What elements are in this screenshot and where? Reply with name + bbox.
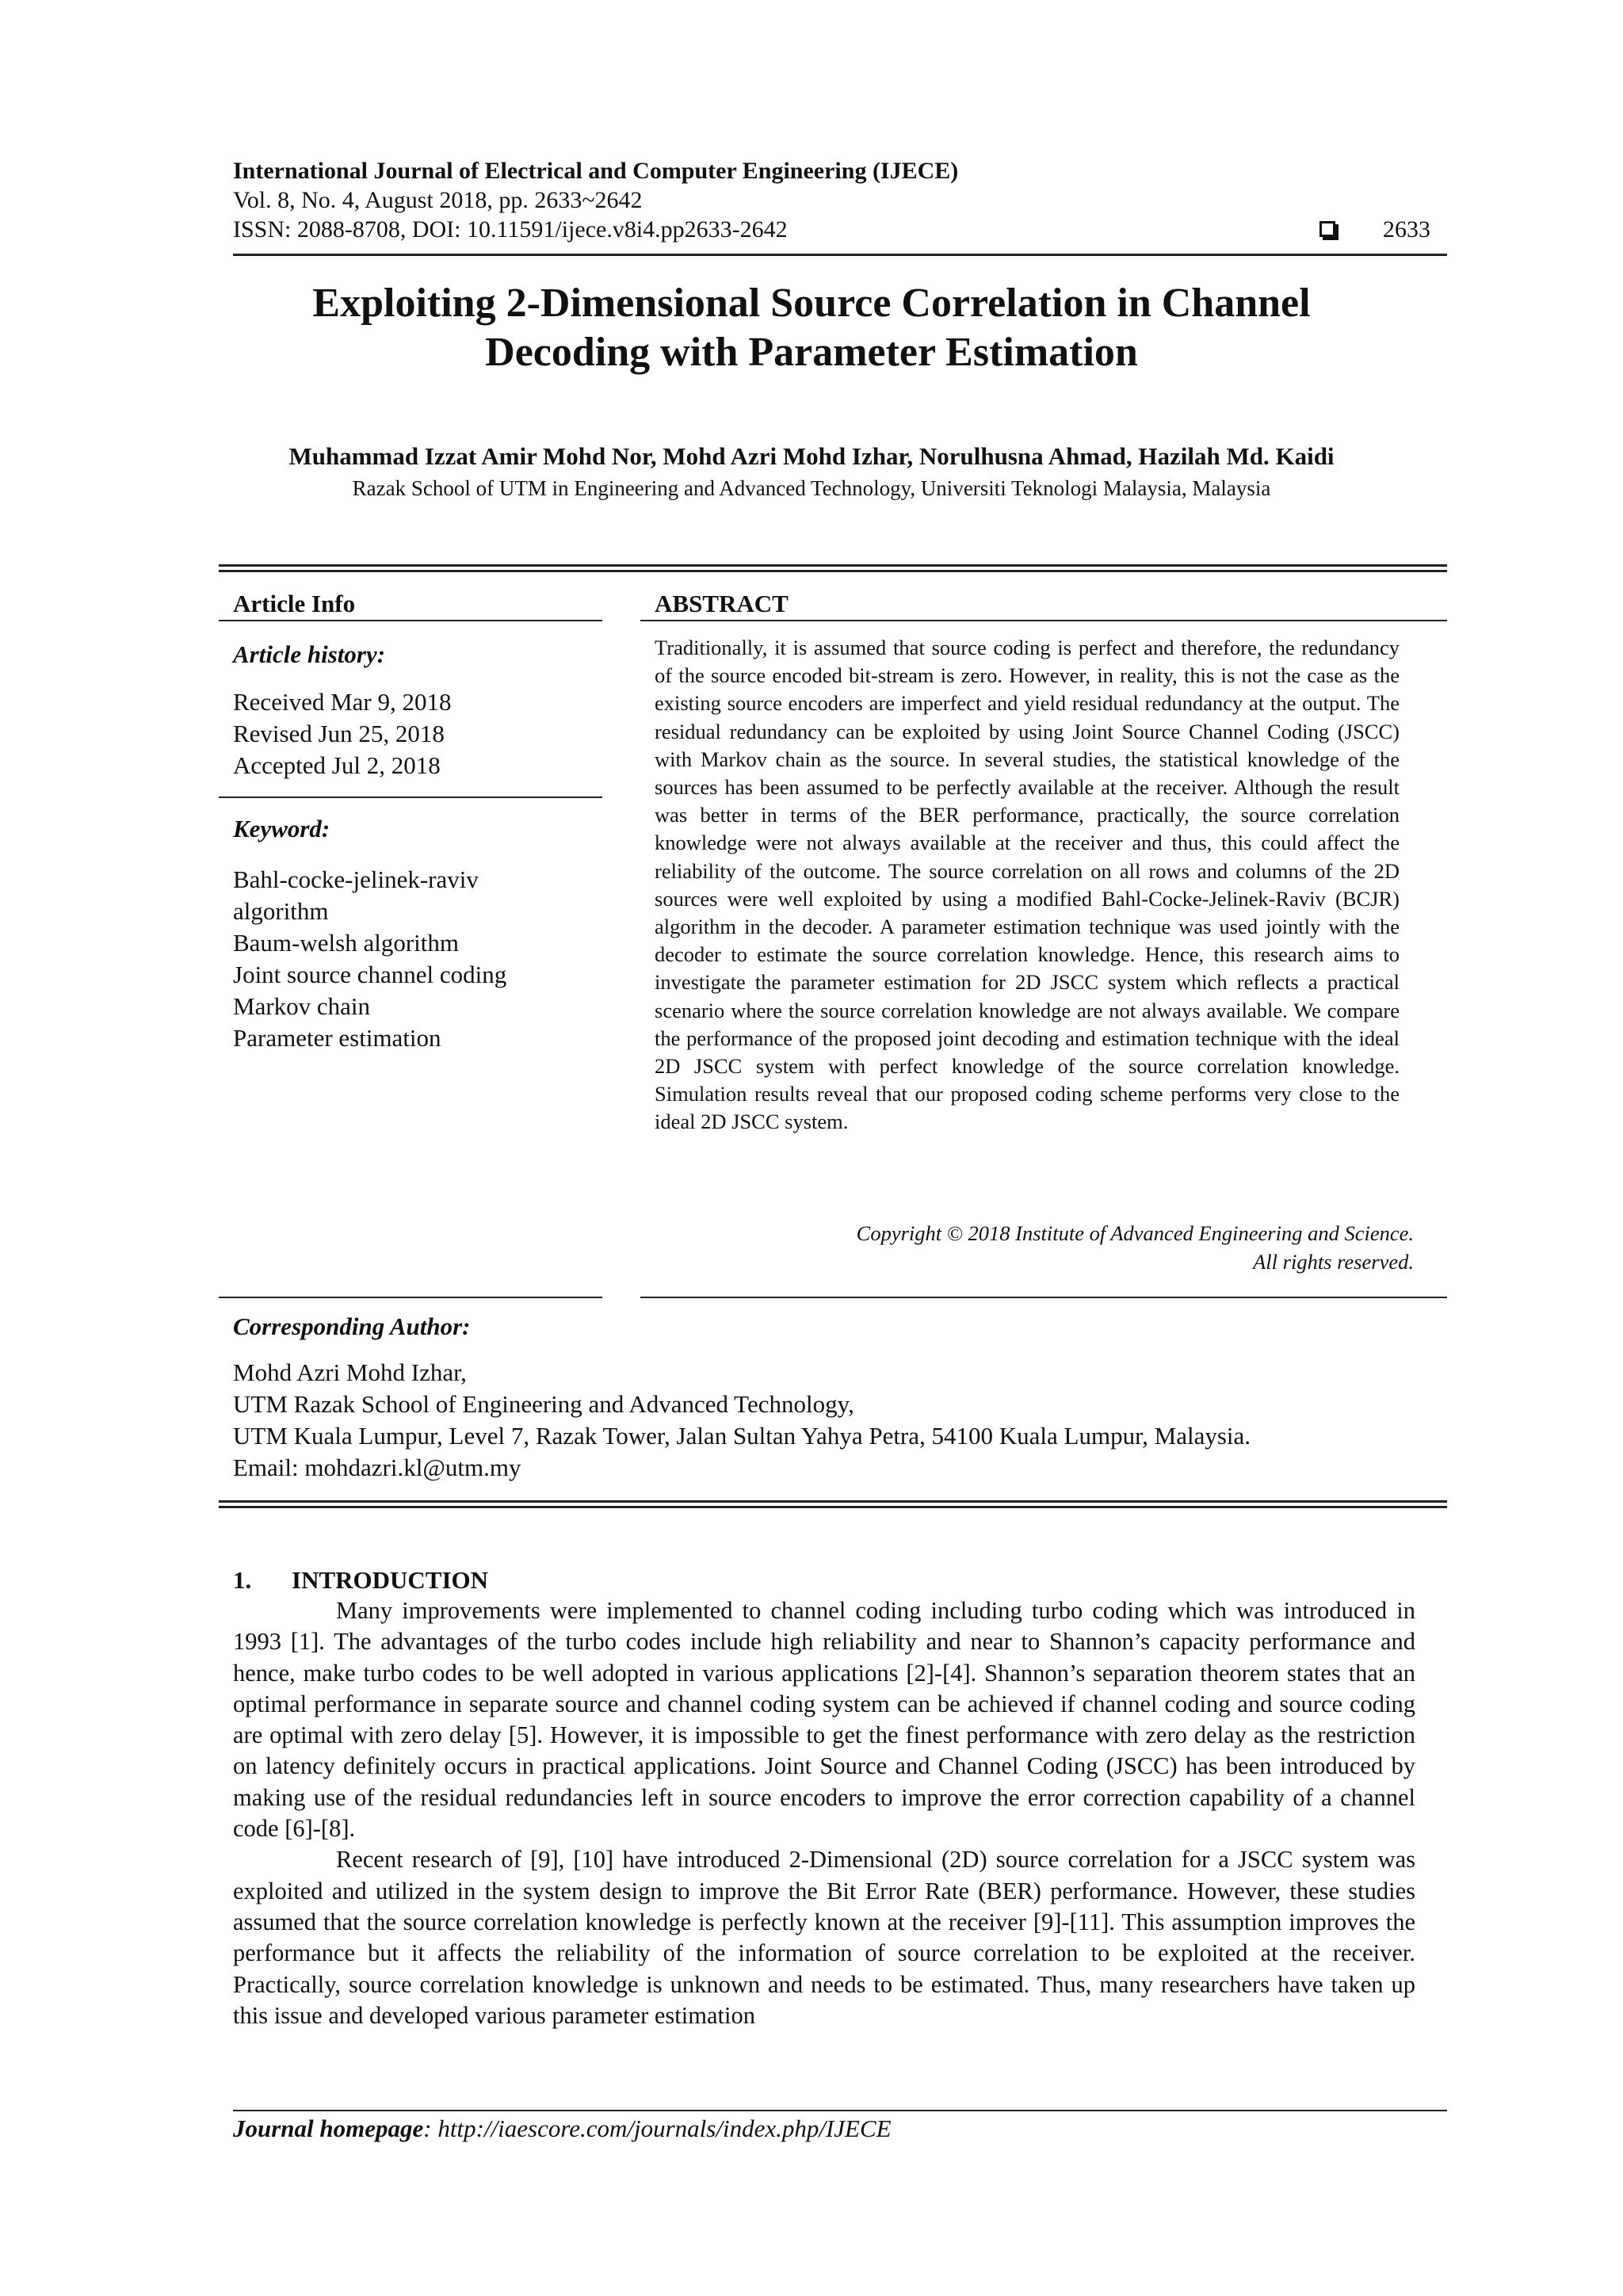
- accepted-date: Accepted Jul 2, 2018: [233, 751, 441, 779]
- received-date: Received Mar 9, 2018: [233, 688, 452, 716]
- introduction-number: 1.: [233, 1566, 252, 1594]
- revised-date: Revised Jun 25, 2018: [233, 720, 445, 747]
- info-top-rule-2: [219, 570, 1447, 572]
- article-info-bottom-rule: [219, 1297, 602, 1298]
- journal-name: International Journal of Electrical and Computer Engineering (IJECE): [233, 158, 959, 184]
- article-history-heading: Article history:: [233, 640, 386, 668]
- footer-rule: [233, 2110, 1447, 2111]
- keyword-item: algorithm: [233, 897, 329, 925]
- intro-paragraph-2: Recent research of [9], [10] have introduced 2-Dimensional (2D) source correlation for a JSCC system was exploited and utilized in the system design to improve the Bit Error Rate (BER) performance. However, these studies assumed that the source correlation knowledge is perfectly known at the receiver [9]-[11]. This assumption improves the performance but it affects the reliability of the information of source correlation to be exploited at the receiver. Practically, source correlation knowledge is unknown and needs to be estimated. Thus, many researchers have taken up this issue and developed various parameter estimation: [233, 1846, 1415, 2029]
- author-department: UTM Razak School of Engineering and Advanced Technology,: [233, 1390, 854, 1418]
- abstract-rule: [640, 620, 1447, 621]
- info-bottom-rule: [219, 1500, 1447, 1503]
- info-top-rule: [219, 564, 1447, 567]
- copyright-line-1: Copyright © 2018 Institute of Advanced Engineering and Science.: [856, 1221, 1414, 1245]
- info-bottom-rule-2: [219, 1506, 1447, 1508]
- keyword-item: Parameter estimation: [233, 1024, 441, 1052]
- title-line-1: Exploiting 2-Dimensional Source Correlation in Channel: [312, 281, 1311, 326]
- abstract-text: Traditionally, it is assumed that source coding is perfect and therefore, the redundancy of the source encoded bit-stream is zero. However, in reality, this is not the case as the existing source encoders are imperfect and yield residual redundancy at the output. The residual redundancy can be exploited by using Joint Source Channel Coding (JSCC) with Markov chain as the source. In several studies, the statistical knowledge of the sources has been assumed to be perfectly available at the receiver. Although the result was better in terms of the BER performance, practically, the source correlation knowledge were not always available at the receiver and thus, this could affect the reliability of the outcome. The source correlation on all rows and columns of the 2D sources were well exploited by using a modified Bahl-Cocke-Jelinek-Raviv (BCJR) algorithm in the decoder. A parameter estimation technique was used jointly with the decoder to estimate the source correlation knowledge. Hence, this research aims to investigate the parameter estimation for 2D JSCC system which reflects a practical scenario where the source correlation knowledge are not always available. We compare the performance of the proposed joint decoding and estimation technique with the ideal 2D JSCC system with perfect knowledge of the source correlation knowledge. Simulation results reveal that our proposed coding scheme performs very close to the ideal 2D JSCC system.: [655, 636, 1400, 1134]
- box-icon: [1319, 221, 1335, 237]
- article-info-rule: [219, 620, 602, 621]
- keyword-item: Baum-welsh algorithm: [233, 929, 459, 957]
- author-name: Mohd Azri Mohd Izhar,: [233, 1358, 467, 1386]
- homepage-label: Journal homepage: [233, 2115, 424, 2142]
- keyword-heading: Keyword:: [233, 815, 330, 842]
- abstract-bottom-rule: [640, 1297, 1447, 1298]
- corresponding-block: [233, 1357, 1438, 1484]
- journal-homepage: [233, 2115, 892, 2143]
- header-rule: [233, 254, 1447, 256]
- intro-paragraph-1: Many improvements were implemented to channel coding including turbo coding which was introduced in 1993 [1]. The advantages of the turbo codes include high reliability and near to Shannon’s capacity performance and hence, make turbo codes to be well adopted in various applications [2]-[4]. Shannon’s separation theorem states that an optimal performance in separate source and channel coding system can be achieved if channel coding and source coding are optimal with zero delay [5]. However, it is impossible to get the finest performance with zero delay as the restriction on latency definitely occurs in practical applications. Joint Source and Channel Coding (JSCC) has been introduced by making use of the residual redundancies left in source encoders to improve the error correction capability of a channel code [6]-[8].: [233, 1597, 1415, 1843]
- keyword-list: [233, 864, 506, 1054]
- article-info-heading: Article Info: [233, 590, 356, 617]
- copyright: [655, 1219, 1414, 1276]
- history-rule: [219, 797, 602, 798]
- introduction-body: [233, 1595, 1415, 2031]
- copyright-line-2: All rights reserved.: [1253, 1250, 1414, 1274]
- keyword-item: Markov chain: [233, 992, 371, 1020]
- homepage-url[interactable]: : http://iaescore.com/journals/index.php/IJECE: [423, 2115, 892, 2142]
- page-number: 2633: [1383, 216, 1430, 243]
- authors: Muhammad Izzat Amir Mohd Nor, Mohd Azri Mohd Izhar, Norulhusna Ahmad, Hazilah Md. Kaidi: [288, 442, 1335, 470]
- title-line-2: Decoding with Parameter Estimation: [485, 330, 1138, 375]
- author-email: Email: mohdazri.kl@utm.my: [233, 1454, 521, 1481]
- author-address: UTM Kuala Lumpur, Level 7, Razak Tower, Jalan Sultan Yahya Petra, 54100 Kuala Lumpur, Malaysia.: [233, 1422, 1251, 1450]
- keyword-item: Bahl-cocke-jelinek-raviv: [233, 865, 479, 893]
- keyword-item: Joint source channel coding: [233, 961, 507, 988]
- corresponding-heading: Corresponding Author:: [233, 1312, 471, 1340]
- affiliation: Razak School of UTM in Engineering and Advanced Technology, Universiti Teknologi Malaysia, Malaysia: [352, 476, 1271, 500]
- volume-info: Vol. 8, No. 4, August 2018, pp. 2633~2642: [233, 187, 643, 213]
- abstract-heading: ABSTRACT: [655, 590, 789, 617]
- introduction-heading: INTRODUCTION: [292, 1566, 489, 1594]
- paper-title: [206, 279, 1417, 377]
- issn-doi: ISSN: 2088-8708, DOI: 10.11591/ijece.v8i4.pp2633-2642: [233, 216, 788, 243]
